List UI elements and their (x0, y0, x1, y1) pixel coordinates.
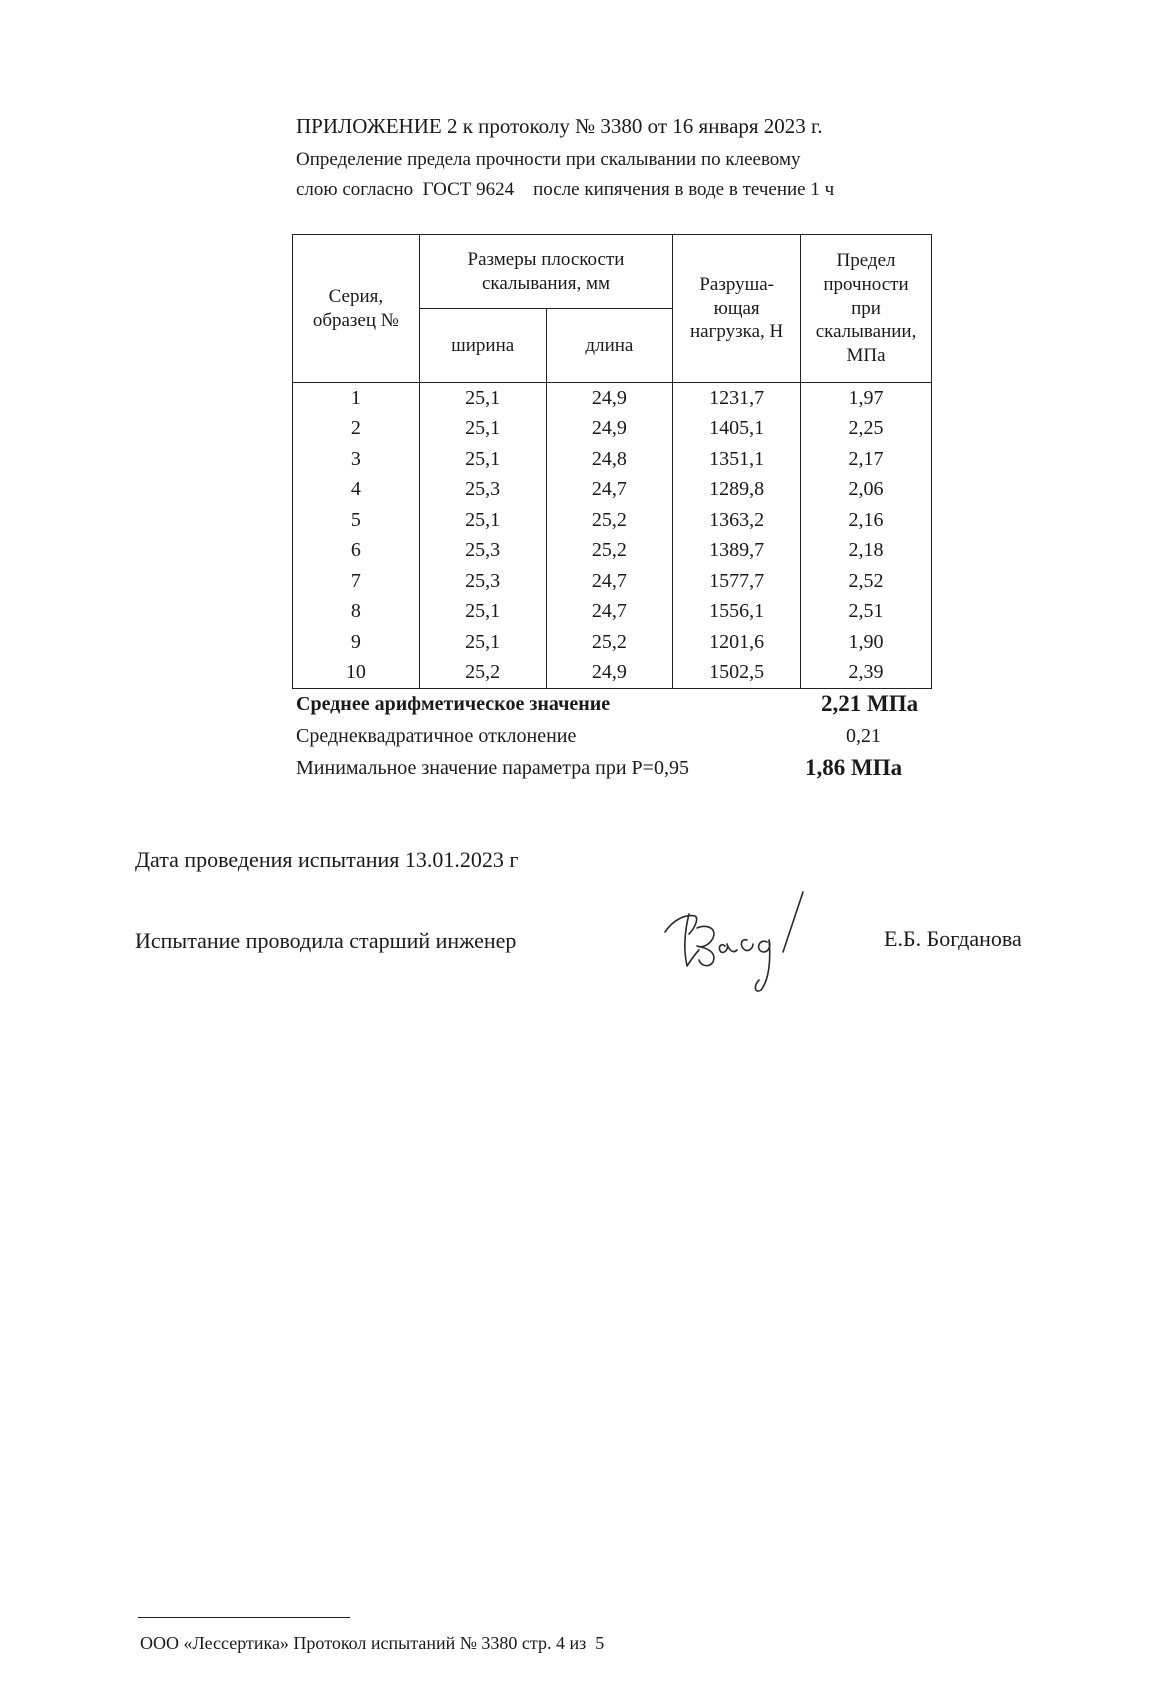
mean-label: Среднее арифметическое значение (296, 693, 611, 715)
table-row: 5 25,1 25,2 1363,2 2,16 (293, 505, 932, 536)
min-value: 1,86 МПа (805, 755, 903, 780)
table-row: 9 25,1 25,2 1201,6 1,90 (293, 627, 932, 658)
header-series: Серия, образец № (293, 235, 420, 383)
table-row: 1 25,1 24,9 1231,7 1,97 (293, 383, 932, 414)
engineer-name: Е.Б. Богданова (884, 926, 1022, 951)
footer-divider (138, 1617, 350, 1618)
header-strength: Предел прочности при скалывании, МПа (801, 235, 932, 383)
mean-value: 2,21 МПа (821, 691, 919, 716)
test-description-line1: Определение предела прочности при скалывании по клеевому (296, 149, 801, 170)
header-dimensions: Размеры плоскости скалывания, мм (419, 235, 672, 309)
min-label: Минимальное значение параметра при Р=0,95 (296, 757, 689, 779)
std-label: Среднеквадратичное отклонение (296, 725, 577, 747)
table-row: 8 25,1 24,7 1556,1 2,51 (293, 597, 932, 628)
signature (655, 890, 835, 1000)
table-row: 2 25,1 24,9 1405,1 2,25 (293, 414, 932, 445)
header-width: ширина (419, 309, 546, 383)
test-description-line2: слою согласно ГОСТ 9624 после кипячения в воде в течение 1 ч (296, 179, 835, 200)
table-row: 10 25,2 24,9 1502,5 2,39 (293, 658, 932, 689)
std-value: 0,21 (846, 725, 881, 747)
table-row: 3 25,1 24,8 1351,1 2,17 (293, 444, 932, 475)
test-date: Дата проведения испытания 13.01.2023 г (135, 847, 519, 872)
header-load: Разруша- ющая нагрузка, Н (673, 235, 801, 383)
table-row: 6 25,3 25,2 1389,7 2,18 (293, 536, 932, 567)
appendix-title: ПРИЛОЖЕНИЕ 2 к протоколу № 3380 от 16 января 2023 г. (296, 114, 823, 138)
conducted-by-label: Испытание проводила старший инженер (135, 928, 517, 953)
table-row: 4 25,3 24,7 1289,8 2,06 (293, 475, 932, 506)
header-length: длина (546, 309, 673, 383)
footer-text: ООО «Лессертика» Протокол испытаний № 3380 стр. 4 из 5 (140, 1633, 605, 1653)
results-table (292, 234, 932, 689)
table-row: 7 25,3 24,7 1577,7 2,52 (293, 566, 932, 597)
